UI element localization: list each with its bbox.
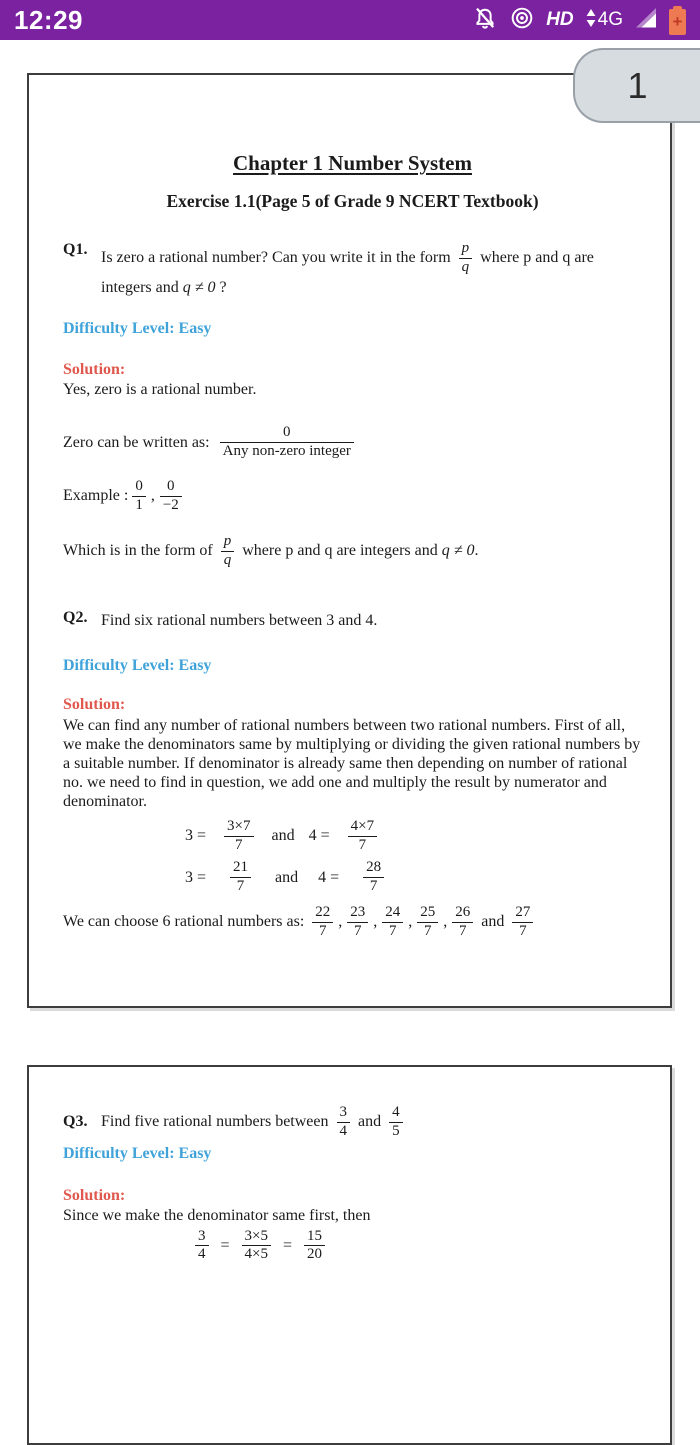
q1-written-as	[63, 425, 642, 460]
fraction-24-over-7	[382, 905, 403, 940]
fraction-27-over-7	[512, 905, 533, 940]
comma: ,	[443, 912, 448, 930]
denominator: 7	[452, 922, 473, 940]
battery-plus-glyph: +	[672, 12, 683, 31]
numerator: 3×5	[244, 1227, 268, 1244]
question-2-text: Find six rational numbers between 3 and 4.	[101, 611, 378, 629]
q1-form-statement	[63, 534, 642, 569]
fraction-26-over-7	[452, 905, 473, 940]
q2-math-row-1	[185, 819, 642, 854]
denominator: q	[459, 258, 473, 276]
cell-signal-icon	[634, 7, 658, 34]
conjunction: and	[275, 868, 299, 886]
q1-text-before: Is zero a rational number? Can you write it in the form	[101, 248, 451, 266]
denominator: 7	[230, 877, 251, 895]
conjunction: and	[358, 1112, 382, 1130]
fraction-22-over-7	[312, 905, 333, 940]
denominator: 7	[224, 836, 253, 854]
numerator: 25	[420, 903, 436, 920]
numerator: 15	[307, 1227, 323, 1244]
lhs: 4 =	[308, 827, 330, 844]
numerator: 24	[385, 903, 401, 920]
q3-text-before: Find five rational numbers between	[101, 1112, 329, 1130]
fraction-25-over-7	[417, 905, 438, 940]
form-condition: q ≠ 0	[441, 542, 475, 560]
status-bar	[0, 0, 700, 40]
numerator: 21	[233, 859, 249, 876]
form-text-after: where p and q are integers and	[242, 542, 438, 560]
lhs: 4 =	[318, 868, 340, 886]
document-viewer[interactable]	[0, 40, 700, 1263]
fraction-zero-over-any-nonzero-integer	[220, 425, 354, 460]
fraction-0-over-minus-2	[160, 479, 182, 514]
difficulty-level-q3: Difficulty Level: Easy	[63, 1144, 212, 1162]
page-number-badge	[573, 48, 700, 123]
solution-label-q2: Solution:	[63, 695, 126, 713]
comma: ,	[373, 912, 378, 930]
exercise-subtitle: Exercise 1.1(Page 5 of Grade 9 NCERT Textbook)	[166, 191, 539, 211]
form-period: .	[474, 542, 479, 560]
fraction-3x7-over-7	[224, 819, 253, 854]
denominator: 7	[382, 922, 403, 940]
q2-math-row-2	[185, 860, 642, 895]
comma: ,	[338, 912, 343, 930]
denominator: 5	[389, 1122, 403, 1140]
question-1-text	[101, 241, 642, 300]
comma: ,	[150, 487, 155, 505]
clock: 12:29	[14, 4, 83, 35]
fraction-15-over-20	[304, 1229, 325, 1264]
status-icons	[472, 5, 686, 36]
numerator: 3	[198, 1227, 206, 1244]
lhs: 3 =	[185, 868, 207, 886]
data-activity-arrows-icon	[585, 7, 597, 34]
numerator: 22	[315, 903, 331, 920]
q2-choose-statement	[63, 905, 642, 940]
question-2	[63, 609, 642, 634]
lhs: 3 =	[185, 827, 207, 844]
denominator: 7	[312, 922, 333, 940]
q3-math-row	[191, 1229, 642, 1264]
data-saver-icon	[509, 5, 535, 36]
difficulty-level-q1: Difficulty Level: Easy	[63, 320, 212, 338]
hd-voice-indicator: HD	[546, 9, 574, 30]
question-3-text	[101, 1105, 642, 1140]
difficulty-level-q2: Difficulty Level: Easy	[63, 656, 212, 674]
fraction-4x7-over-7	[348, 819, 377, 854]
denominator: 4	[195, 1245, 209, 1263]
denominator: 1	[132, 496, 146, 514]
denominator: 7	[512, 922, 533, 940]
q1-condition: q ≠ 0	[182, 278, 216, 296]
numerator: 4	[392, 1104, 400, 1120]
numerator: 28	[366, 859, 382, 876]
conjunction: and	[481, 912, 505, 930]
solution-label-q1: Solution:	[63, 361, 126, 379]
denominator: 7	[363, 877, 384, 895]
numerator: 27	[515, 903, 531, 920]
numerator: 0	[167, 477, 175, 494]
equals-sign: =	[283, 1236, 293, 1254]
fraction-28-over-7	[363, 860, 384, 895]
q2-solution-paragraph: We can find any number of rational numbers between two rational numbers. First of all, we make the denominators same by multiplying or dividing the given rational numbers by a suitable number. If denominator is already same then depending on number of rational no. we need to find in question, we add one and multiply the result by numerator and denominator.	[63, 716, 641, 810]
q3-solution-line: Since we make the denominator same first, then	[63, 1206, 371, 1224]
denominator: −2	[160, 496, 182, 514]
fraction-4-over-5	[389, 1105, 403, 1140]
q1-text-after: where p and q are	[480, 248, 594, 266]
numerator: 0	[135, 477, 143, 494]
fraction-3x5-over-4x5	[242, 1229, 271, 1264]
example-label: Example :	[63, 487, 129, 505]
numerator: 4×7	[350, 817, 375, 834]
denominator: 7	[348, 836, 377, 854]
numerator: 23	[350, 903, 366, 920]
fraction-23-over-7	[347, 905, 368, 940]
form-text-before: Which is in the form of	[63, 542, 213, 560]
solution-label-q3: Solution:	[63, 1186, 126, 1204]
pdf-page-1	[27, 73, 672, 1008]
numerator: 26	[455, 903, 471, 920]
fraction-p-over-q	[221, 534, 235, 569]
q1-line2-text: integers and	[101, 278, 179, 296]
q1-example	[63, 479, 642, 514]
q1-line-2	[101, 276, 642, 301]
denominator: 7	[417, 922, 438, 940]
network-type-indicator: 4G	[597, 9, 623, 30]
denominator: 20	[304, 1245, 325, 1263]
q1-question-mark: ?	[219, 278, 227, 296]
numerator: p	[461, 240, 470, 256]
fraction-3-over-4	[195, 1229, 209, 1264]
choose-text: We can choose 6 rational numbers as:	[63, 912, 305, 930]
notifications-muted-icon	[472, 5, 498, 36]
question-3-label: Q3.	[63, 1113, 88, 1131]
conjunction: and	[271, 827, 295, 844]
fraction-0-over-1	[132, 479, 146, 514]
fraction-3-over-4	[337, 1105, 351, 1140]
denominator: 4	[337, 1122, 351, 1140]
denominator: 7	[347, 922, 368, 940]
numerator: 3	[339, 1104, 347, 1120]
question-2-label: Q2.	[63, 608, 88, 626]
written-as-label: Zero can be written as:	[63, 433, 210, 451]
pdf-page-2	[27, 1065, 672, 1445]
q1-answer: Yes, zero is a rational number.	[63, 381, 257, 399]
fraction-21-over-7	[230, 860, 251, 895]
denominator: q	[221, 551, 235, 569]
battery-icon	[669, 6, 686, 35]
question-1-label: Q1.	[63, 241, 88, 258]
numerator: 0	[283, 424, 291, 441]
numerator: 3×7	[227, 817, 251, 834]
fraction-p-over-q	[459, 241, 473, 276]
denominator: Any non-zero integer	[220, 442, 354, 460]
denominator: 4×5	[242, 1245, 271, 1263]
battery-body	[669, 9, 686, 35]
chapter-title: Chapter 1 Number System	[233, 151, 472, 175]
numerator: p	[223, 533, 232, 550]
page-number: 1	[627, 64, 648, 106]
equals-sign: =	[220, 1236, 230, 1254]
comma: ,	[408, 912, 413, 930]
question-1	[63, 241, 642, 300]
question-3	[63, 1105, 642, 1140]
